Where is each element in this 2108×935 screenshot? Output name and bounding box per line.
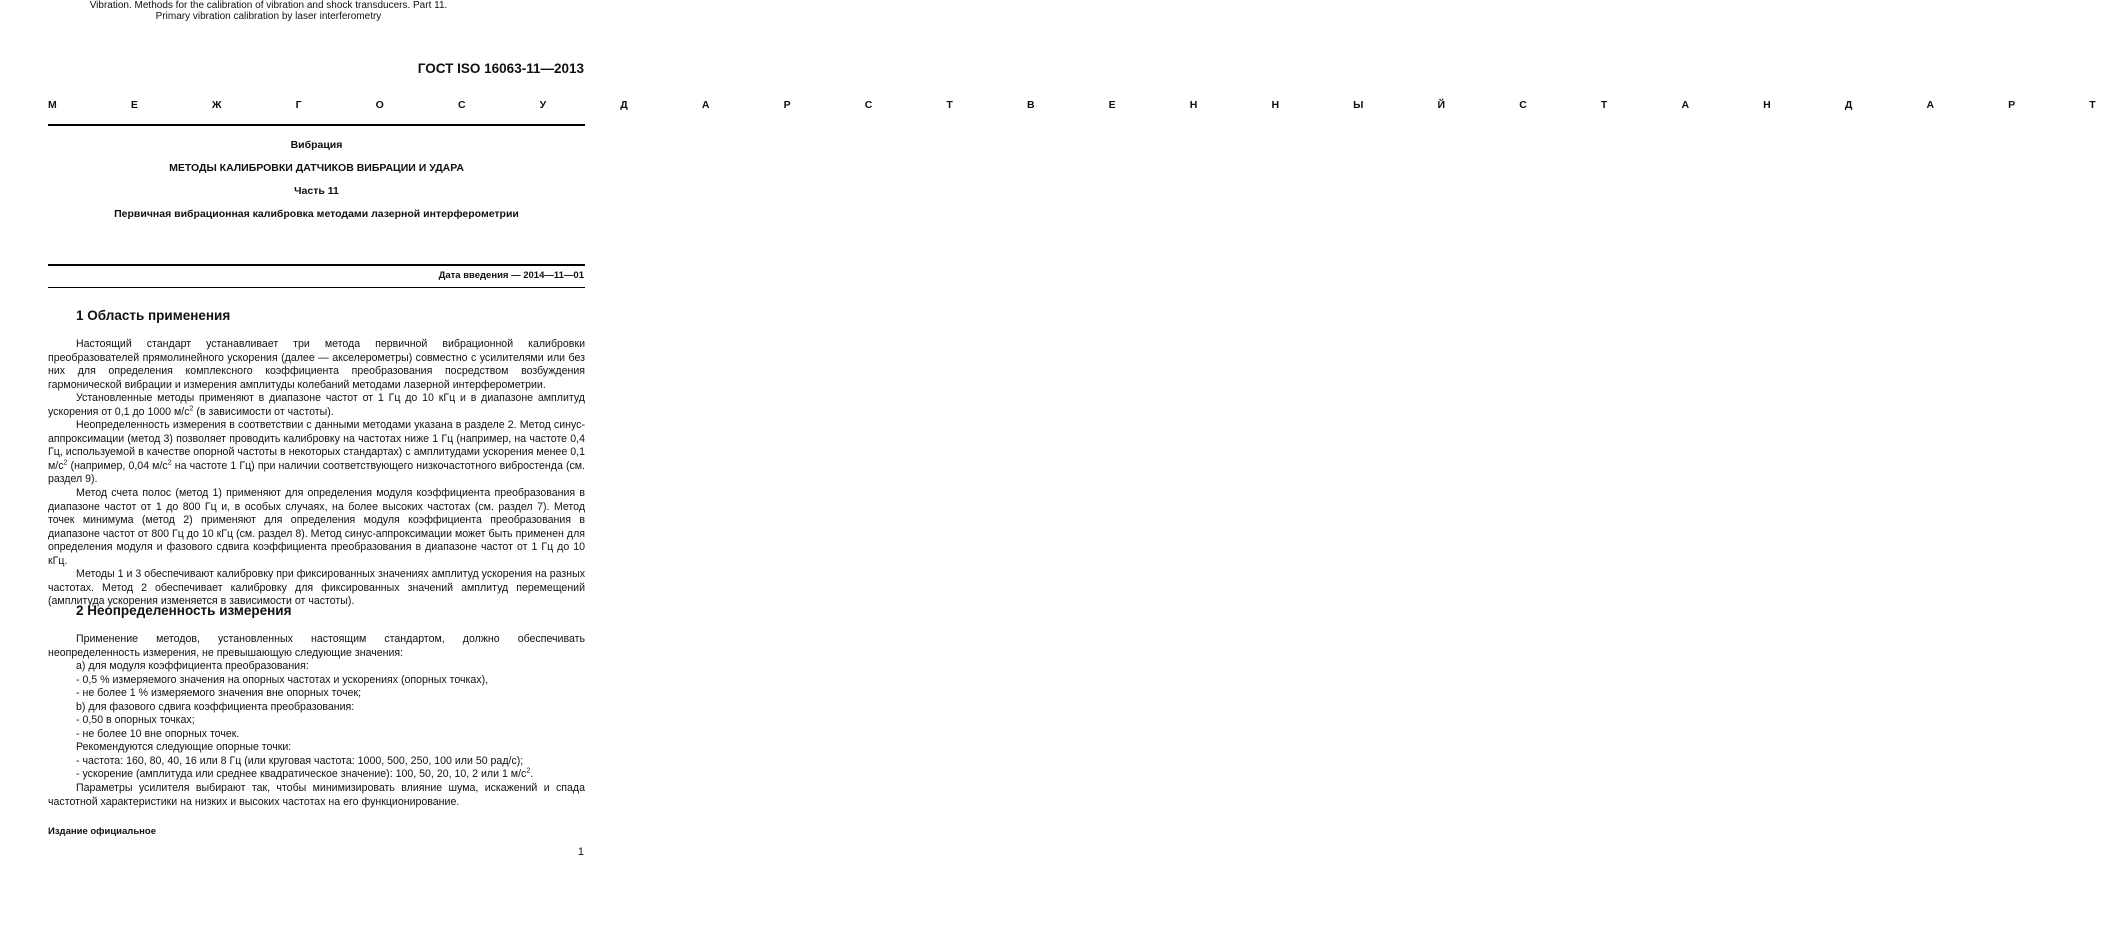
title-rule: [48, 264, 585, 266]
title-part: Часть 11: [294, 185, 339, 197]
paragraph: Установленные методы применяют в диапазоне частот от 1 Гц до 10 кГц и в диапазоне амплитуд ускорения от 0,1 до 1000 $м/с^2$ (в зависимости от частоты).: [48, 392, 585, 418]
paragraph: Методы 1 и 3 обеспечивают калибровку при фиксированных значениях амплитуд ускорения на разных частотах. Метод 2 обеспечивает калибровку для фиксированных значений амплитуд перемещений (амплитуда ускорения изменяется в зависимости от частоты).: [48, 568, 585, 608]
list-item: - не более 1 % измеряемого значения вне опорных точек;: [76, 687, 362, 700]
english-title: [0, 0, 537, 22]
list-item: - частота: 160, 80, 40, 16 или 8 Гц (или круговая частота: 1000, 500, 250, 100 или 50 рад/с);: [76, 754, 524, 767]
list-item: а) для модуля коэффициента преобразования:: [76, 660, 309, 673]
english-title-line-1: Vibration. Methods for the calibration of vibration and shock transducers. Part 11.: [89, 0, 448, 11]
title-line-1: Вибрация: [290, 139, 343, 151]
list-item: - 0,50 в опорных точках;: [76, 714, 195, 727]
paragraph: Неопределенность измерения в соответствии с данными методами указана в разделе 2. Метод синус-аппроксимации (метод 3) позволяет проводить калибровку на частотах ниже 1 Гц (например, на частоте 0,4 Гц, используемой в качестве опорной частоты в некоторых стандартах) с амплитудами ускорения менее 0,1 $м/с^2$ (например, 0,04 $м/с^2$ на частоте 1 Гц) при наличии соответствующего низкочастотного вибростенда (см. раздел 9).: [48, 419, 585, 486]
english-title-line-2: Primary vibration calibration by laser interferometry: [155, 11, 382, 22]
section-1-body: [48, 338, 585, 609]
edition-label: Издание официальное: [48, 826, 156, 837]
section-2-heading: 2 Неопределенность измерения: [76, 603, 292, 618]
date-rule: [48, 287, 585, 288]
top-rule: [48, 124, 585, 126]
list-item: Рекомендуются следующие опорные точки:: [76, 741, 292, 754]
title-line-4: Первичная вибрационная калибровка методами лазерной интерферометрии: [114, 208, 519, 220]
section-1-heading: 1 Область применения: [76, 308, 231, 323]
list-item: - не более 10 вне опорных точек.: [76, 727, 240, 740]
page-number: 1: [577, 846, 584, 858]
list-item: b) для фазового сдвига коэффициента преобразования:: [76, 700, 355, 713]
paragraph: Настоящий стандарт устанавливает три метода первичной вибрационной калибровки преобразователей прямолинейного ускорения (далее — акселерометры) совместно с усилителями или без них для определения комплексного коэффициента преобразования посредством возбуждения гармонической вибрации и измерения амплитуды колебаний методами лазерной интерферометрии.: [48, 338, 585, 391]
title-line-2: МЕТОДЫ КАЛИБРОВКИ ДАТЧИКОВ ВИБРАЦИИ И УДАРА: [169, 162, 464, 174]
list-item: - 0,5 % измеряемого значения на опорных частотах и ускорениях (опорных точках),: [76, 673, 489, 686]
paragraph: Метод счета полос (метод 1) применяют для определения модуля коэффициента преобразования в диапазоне частот от 1 до 800 Гц и, в особых случаях, на более высоких частотах (см. раздел 7). Метод точек минимума (метод 2) применяют для определения модуля коэффициента преобразования в диапазоне частот от 800 Гц до 10 кГц (см. раздел 8). Метод синус-аппроксимации может быть применен для определения модуля и фазового сдвига коэффициента преобразования в диапазоне частот от 1 Гц до 10 кГц.: [48, 487, 585, 567]
interstate-standard-banner: М Е Ж Г О С У Д А Р С Т В Е Н Н Ы Й С Т А Н Д А Р Т: [48, 99, 2108, 111]
paragraph: Применение методов, установленных настоящим стандартом, должно обеспечивать неопределенность измерения, не превышающую следующие значения:: [48, 633, 585, 659]
section-2-body: [48, 633, 585, 809]
paragraph: Параметры усилителя выбирают так, чтобы минимизировать влияние шума, искажений и спада частотной характеристики на низких и высоких частотах на его функционирование.: [48, 782, 585, 808]
introduction-date: Дата введения — 2014—11—01: [438, 270, 584, 281]
document-code: ГОСТ ISO 16063-11—2013: [417, 61, 584, 76]
list-item: - ускорение (амплитуда или среднее квадратическое значение): 100, 50, 20, 10, 2 или 1 $м/с^2$.: [76, 767, 534, 781]
